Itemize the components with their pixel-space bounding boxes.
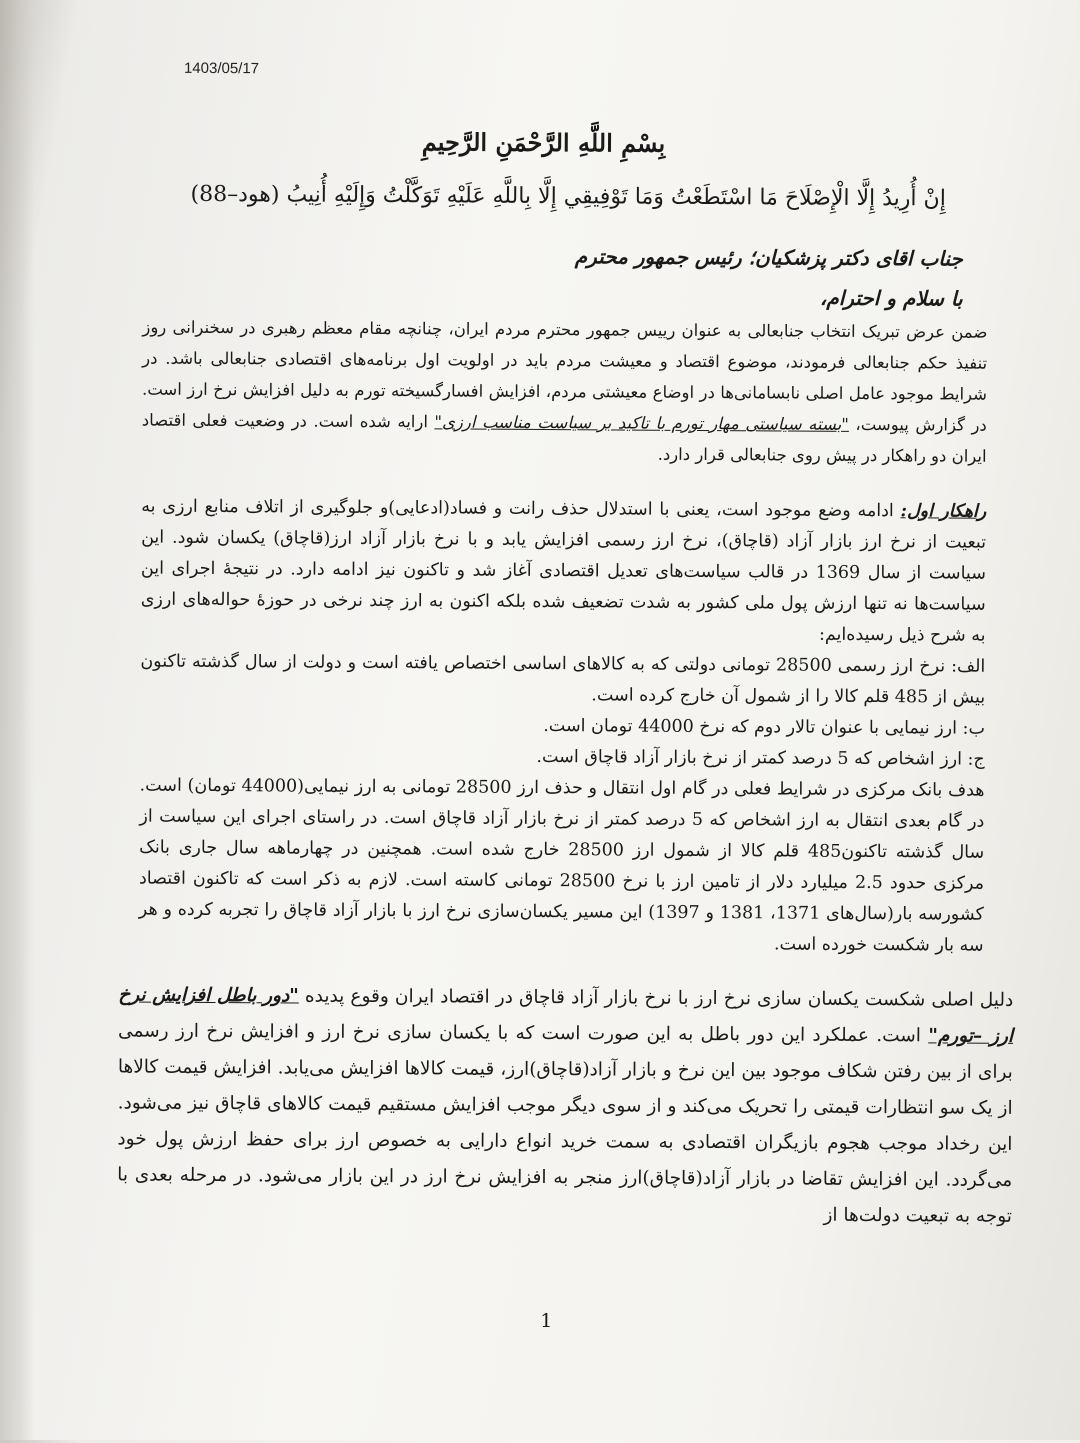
solution-one-text: ادامه وضع موجود است، یعنی با استدلال حذف رانت و فساد(ادعایی)و جلوگیری از اتلاف منابع ارزی به تبعیت از نرخ ارز بازار آزاد (قاچاق)، نرخ ارز رسمی افزایش یابد و با نرخ بازار آزاد ارز(قاچاق) یکسان شود. این سیاست از سال 1369 در قالب سیاست‌های تعدیل اقتصادی آغاز شد و تاکنون نیز ادامه دارد. در نتیجهٔ اجرای این سیاست‌ها نه تنها ارزش پول ملی کشور به شدت تضعیف شده بلکه اکنون به ارز چند نرخی در حوزهٔ حواله‌های ارزی به شرح ذیل رسیده‌ایم: [140, 496, 987, 646]
basmala-heading: بِسْمِ اللَّهِ الرَّحْمَنِ الرَّحِيمِ [421, 127, 666, 158]
central-bank-paragraph: هدف بانک مرکزی در شرایط فعلی در گام اول انتقال و حذف ارز 28500 تومانی به ارز نیمایی(44000 تومان) است. در گام بعدی انتقال به ارز اشخاص که 5 درصد کمتر از نرخ بازار آزاد قاچاق است. در راستای اجرای این سیاست از سال گذشته تاکنون485 قلم کالا از شمول ارز 28500 خارج شده است. همچنین در چهارماهه سال جاری بانک مرکزی حدود 2.5 میلیارد دلار از تامین ارز با نرخ 28500 تومانی کاسته است. لازم به ذکر است که تاکنون اقتصاد کشورسه بار(سال‌های 1371، 1381 و 1397) این مسیر یکسان‌سازی نرخ ارز با بازار آزاد قاچاق را تجربه کرده و هر سه بار شکست خورده است. [138, 775, 985, 956]
solution-one-section [139, 492, 987, 962]
list-item-a: الف: نرخ ارز رسمی 28500 تومانی دولتی که به کالاهای اساسی اختصاص یافته است و دولت از سال گذشته تاکنون بیش از 485 قلم کالا را از شمول آن خارج کرده است. [140, 651, 986, 708]
list-item-b: ب: ارز نیمایی با عنوان تالار دوم که نرخ 44000 تومان است. [543, 716, 986, 739]
greeting-line: با سلام و احترام، [819, 285, 963, 311]
list-item-c: ج: ارز اشخاص که 5 درصد کمتر از نرخ بازار آزاد قاچاق است. [536, 746, 985, 770]
letter-date: 1403/05/17 [183, 59, 260, 78]
vicious-cycle-paragraph [117, 977, 1014, 1234]
quran-verse: إِنْ أُرِيدُ إِلَّا الْإِصْلَاحَ مَا اسْتَطَعْتُ وَمَا تَوْفِيقِي إِلَّا بِاللَّهِ عَلَيْهِ تَوَكَّلْتُ وَإِلَيْهِ أُنِيبُ (هود–88) [190, 181, 946, 212]
solution-one-label: راهکار اول: [900, 501, 987, 522]
intro-text-part1: ضمن عرض تبریک انتخاب جنابعالی به عنوان رییس جمهور محترم مردم ایران، چنانچه مقام معظم رهبری در سخنرانی روز تنفیذ حکم جنابعالی فرمودند، موضوع اقتصاد و معیشت مردم باید در اولویت اول برنامه‌های اقتصادی جنابعالی باشد. در شرایط موجود عامل اصلی نابسامانی‌ها در اوضاع معیشتی مردم، افزایش افسارگسیخته تورم به دلیل افزایش نرخ ارز است. در گزارش پیوست، [141, 317, 988, 435]
vicious-cycle-text-part2: است. عملکرد این دور باطل به این صورت است که با یکسان سازی نرخ ارز و افزایش نرخ ارز رسمی برای از بین رفتن شکاف موجود بین این نرخ و بازار آزاد(قاچاق)ارز، قیمت کالاها افزایش می‌یابد. افزایش قیمت کالاها از یک سو انتظارات قیمتی را تحریک می‌کند و از سوی دیگر موجب افزایش مستقیم قیمت کالاهای قاچاق نیز می‌شود. این رخداد موجب هجوم بازیگران اقتصادی به سمت خرید انواع دارایی به خصوص ارز برای حفظ ارزش پول خود می‌گردد. این افزایش تقاضا در بازار آزاد(قاچاق)ارز منجر به افزایش نرخ ارز در این بازار می‌شود. در مرحله بعدی با توجه به تبعیت دولت‌ها از [117, 1020, 1013, 1227]
page-number: 1 [540, 1310, 553, 1333]
addressee-line: جناب اقای دکتر پزشکیان؛ رئیس جمهور محترم [574, 244, 963, 271]
intro-text-part2: ارایه شده است. در وضعیت فعلی اقتصاد ایران دو راهکار در پیش روی جنابعالی قرار دارد. [141, 410, 987, 466]
intro-paragraph [142, 312, 988, 472]
vicious-cycle-title: "دور باطل افزایش نرخ ارز –تورم" [118, 984, 1014, 1047]
vicious-cycle-text-part1: دلیل اصلی شکست یکسان سازی نرخ ارز با نرخ بازار آزاد قاچاق در اقتصاد ایران وقوع پدیده [304, 985, 1014, 1011]
policy-package-title: "بسته سیاستی مهار تورم با تاکید بر سیاست مناسب ارزی" [434, 412, 849, 434]
